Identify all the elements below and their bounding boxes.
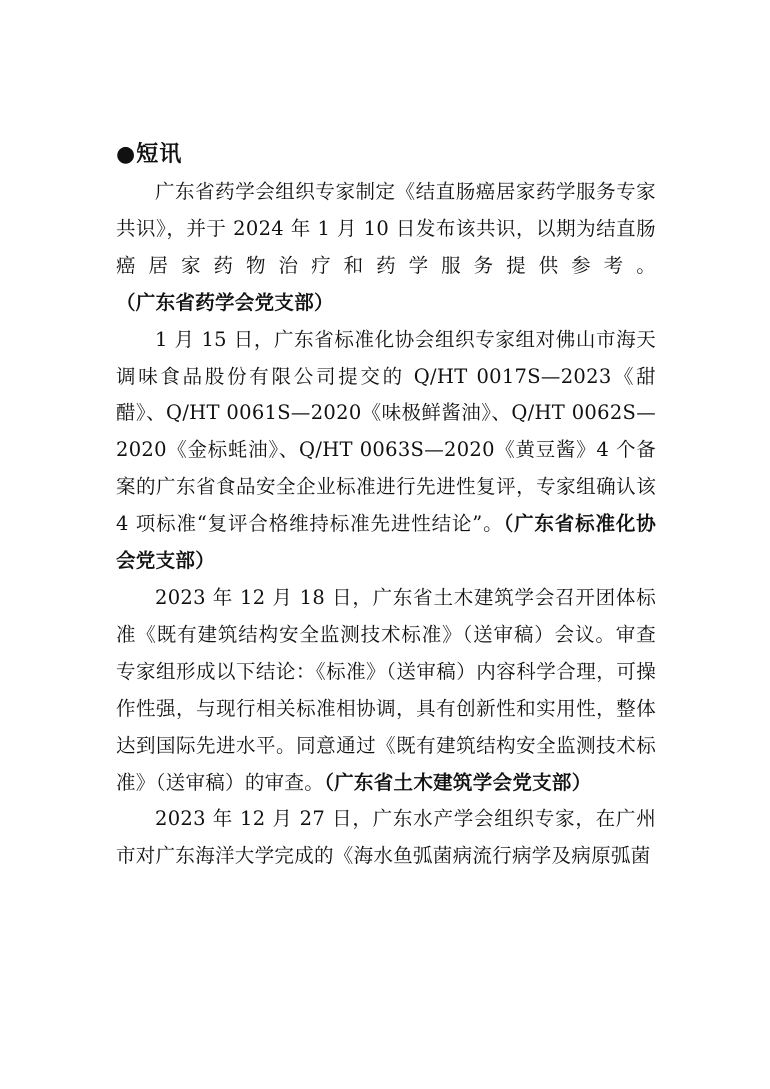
news-item bbox=[116, 174, 656, 322]
section-title: 短讯 bbox=[136, 141, 183, 167]
news-source: （广东省土木建筑学会党支部） bbox=[324, 770, 592, 794]
news-text: 2023 年 12 月 27 日，广东水产学会组织专家，在广州市对广东海洋大学完成的《海水鱼弧菌病流行病学及病原弧菌 bbox=[116, 807, 656, 868]
news-item bbox=[116, 580, 656, 801]
news-source: （广东省药学会党支部） bbox=[116, 290, 334, 314]
news-text: 1 月 15 日，广东省标准化协会组织专家组对佛山市海天调味食品股份有限公司提交的 Q/HT 0017S—2023《甜醋》、Q/HT 0061S—2020《味极鲜酱油》、Q/HT 0062S—2020《金标蚝油》、Q/HT 0063S—2020《黄豆酱》4 个备案的广东省食品安全企业标准进行先进性复评，专家组确认该 4 项标准“复评合格维持标准先进性结论”。 bbox=[116, 327, 656, 536]
section-heading bbox=[116, 136, 182, 172]
bullet-icon: ● bbox=[116, 141, 137, 167]
news-source: （广东省标准化协会党支部） bbox=[116, 512, 657, 573]
news-text: 广东省药学会组织专家制定《结直肠癌居家药学服务专家共识》，并于 2024 年 1 月 10 日发布该共识，以期为结直肠癌居家药物治疗和药学服务提供参考。 bbox=[116, 180, 656, 277]
news-text: 2023 年 12 月 18 日，广东省土木建筑学会召开团体标准《既有建筑结构安全监测技术标准》（送审稿）会议。审查专家组形成以下结论：《标准》（送审稿）内容科学合理，可操作性强，与现行相关标准相协调，具有创新性和实用性，整体达到国际先进水平。同意通过《既有建筑结构安全监测技术标准》（送审稿）的审查。 bbox=[116, 585, 656, 794]
news-item bbox=[116, 322, 656, 580]
news-item bbox=[116, 801, 656, 875]
news-body bbox=[116, 174, 656, 875]
